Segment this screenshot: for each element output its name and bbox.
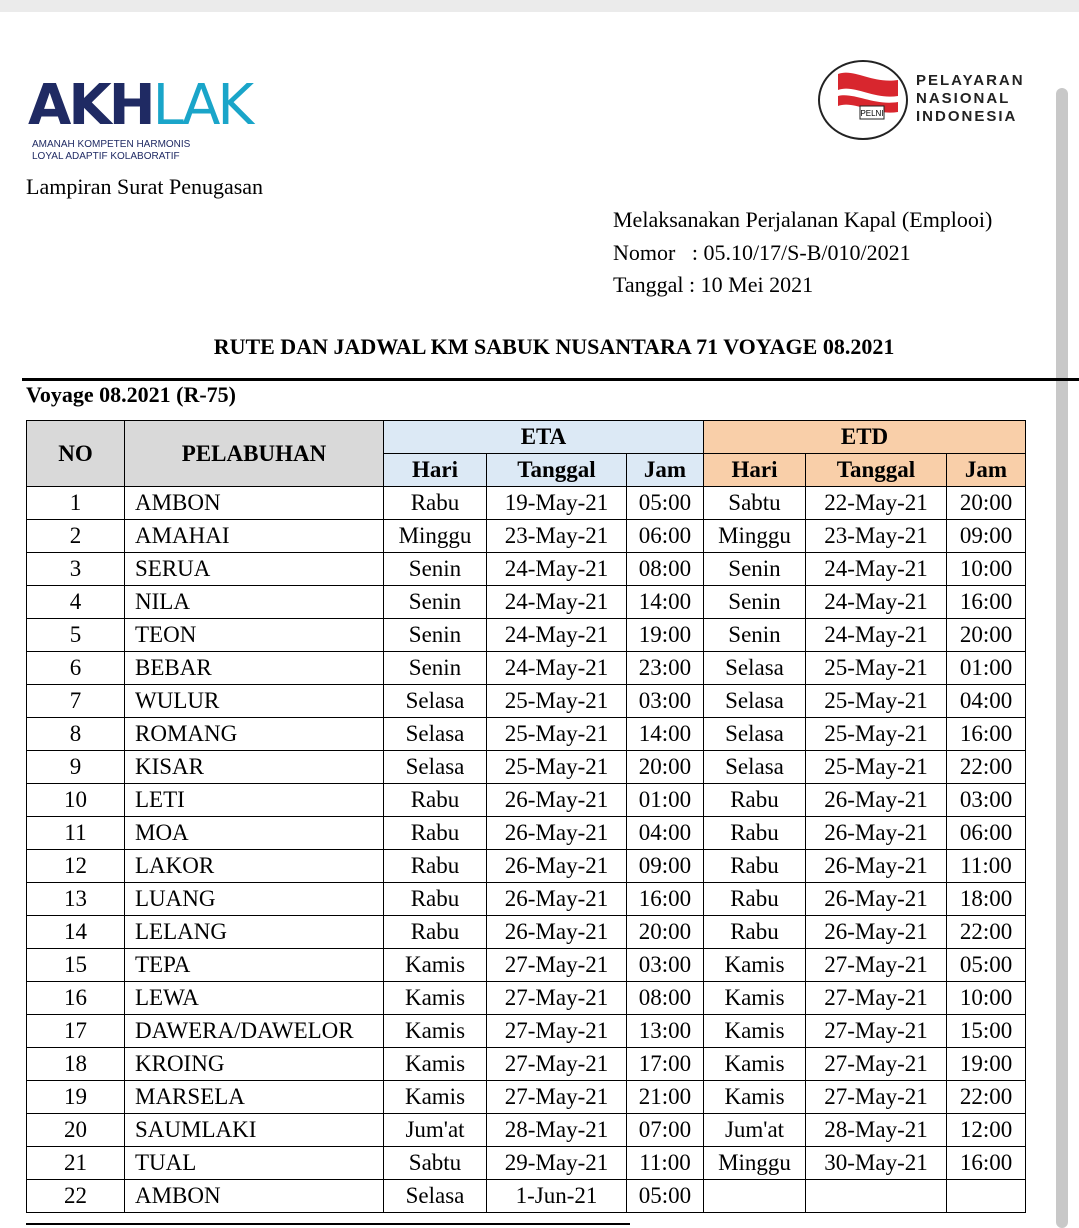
cell-eta-date: 23-May-21 bbox=[487, 520, 627, 553]
cell-eta-time: 23:00 bbox=[627, 652, 704, 685]
table-row bbox=[27, 619, 1026, 652]
table-row bbox=[27, 1048, 1026, 1081]
cell-eta-date: 29-May-21 bbox=[487, 1147, 627, 1180]
cell-eta-date: 1-Jun-21 bbox=[487, 1180, 627, 1213]
cell-etd-day: Rabu bbox=[704, 850, 806, 883]
table-row bbox=[27, 784, 1026, 817]
meta-date: Tanggal : 10 Mei 2021 bbox=[613, 272, 814, 297]
cell-eta-time: 14:00 bbox=[627, 586, 704, 619]
cell-eta-day: Jum'at bbox=[384, 1114, 487, 1147]
cell-etd-date: 30-May-21 bbox=[806, 1147, 947, 1180]
cell-port: MARSELA bbox=[125, 1081, 384, 1114]
cell-port: ROMANG bbox=[125, 718, 384, 751]
table-row bbox=[27, 751, 1026, 784]
cell-etd-day: Rabu bbox=[704, 916, 806, 949]
akhlak-logo: AKHLAK bbox=[28, 73, 252, 138]
cell-etd-time: 10:00 bbox=[947, 982, 1026, 1015]
cell-etd-time: 04:00 bbox=[947, 685, 1026, 718]
cell-port: TUAL bbox=[125, 1147, 384, 1180]
cell-eta-time: 05:00 bbox=[627, 1180, 704, 1213]
cell-etd-date bbox=[806, 1180, 947, 1213]
cell-eta-time: 07:00 bbox=[627, 1114, 704, 1147]
cell-eta-day: Rabu bbox=[384, 817, 487, 850]
table-row bbox=[27, 949, 1026, 982]
cell-eta-date: 25-May-21 bbox=[487, 751, 627, 784]
header-eta-day: Hari bbox=[384, 454, 487, 487]
cell-port: LUANG bbox=[125, 883, 384, 916]
cell-eta-time: 17:00 bbox=[627, 1048, 704, 1081]
cell-etd-day: Selasa bbox=[704, 685, 806, 718]
cell-etd-time: 22:00 bbox=[947, 916, 1026, 949]
cell-no: 22 bbox=[27, 1180, 125, 1213]
cell-eta-day: Rabu bbox=[384, 916, 487, 949]
cell-eta-day: Senin bbox=[384, 619, 487, 652]
cell-eta-time: 03:00 bbox=[627, 949, 704, 982]
cell-etd-time: 15:00 bbox=[947, 1015, 1026, 1048]
cell-etd-date: 27-May-21 bbox=[806, 949, 947, 982]
cell-eta-date: 27-May-21 bbox=[487, 1048, 627, 1081]
cell-no: 7 bbox=[27, 685, 125, 718]
header-etd-day: Hari bbox=[704, 454, 806, 487]
table-row bbox=[27, 520, 1026, 553]
cell-etd-day: Rabu bbox=[704, 817, 806, 850]
cell-etd-day: Rabu bbox=[704, 883, 806, 916]
header-no: NO bbox=[27, 421, 125, 487]
cell-eta-day: Rabu bbox=[384, 487, 487, 520]
cell-eta-time: 14:00 bbox=[627, 718, 704, 751]
cell-port: SAUMLAKI bbox=[125, 1114, 384, 1147]
cell-no: 14 bbox=[27, 916, 125, 949]
cell-no: 17 bbox=[27, 1015, 125, 1048]
cell-etd-time: 09:00 bbox=[947, 520, 1026, 553]
cell-eta-date: 27-May-21 bbox=[487, 1015, 627, 1048]
cell-no: 20 bbox=[27, 1114, 125, 1147]
cell-etd-date: 23-May-21 bbox=[806, 520, 947, 553]
cell-etd-date: 27-May-21 bbox=[806, 982, 947, 1015]
cell-eta-time: 21:00 bbox=[627, 1081, 704, 1114]
cell-etd-day: Selasa bbox=[704, 652, 806, 685]
cell-eta-time: 13:00 bbox=[627, 1015, 704, 1048]
cell-eta-date: 26-May-21 bbox=[487, 817, 627, 850]
cell-etd-date: 25-May-21 bbox=[806, 718, 947, 751]
cell-eta-date: 26-May-21 bbox=[487, 784, 627, 817]
scrollbar[interactable] bbox=[1056, 88, 1068, 1228]
header-etd: ETD bbox=[704, 421, 1026, 454]
cell-etd-day: Senin bbox=[704, 586, 806, 619]
cell-etd-day: Senin bbox=[704, 619, 806, 652]
table-row bbox=[27, 487, 1026, 520]
cell-eta-date: 25-May-21 bbox=[487, 685, 627, 718]
cell-port: LAKOR bbox=[125, 850, 384, 883]
cell-eta-day: Rabu bbox=[384, 784, 487, 817]
cell-etd-day: Selasa bbox=[704, 751, 806, 784]
table-row bbox=[27, 1081, 1026, 1114]
cell-port: TEON bbox=[125, 619, 384, 652]
cell-no: 3 bbox=[27, 553, 125, 586]
divider bbox=[22, 378, 1079, 381]
cell-eta-date: 28-May-21 bbox=[487, 1114, 627, 1147]
cell-eta-day: Senin bbox=[384, 652, 487, 685]
cell-eta-time: 20:00 bbox=[627, 751, 704, 784]
cell-eta-date: 24-May-21 bbox=[487, 652, 627, 685]
cell-etd-date: 27-May-21 bbox=[806, 1015, 947, 1048]
cell-no: 1 bbox=[27, 487, 125, 520]
table-row bbox=[27, 685, 1026, 718]
cell-eta-day: Rabu bbox=[384, 883, 487, 916]
cell-etd-date: 22-May-21 bbox=[806, 487, 947, 520]
cell-etd-time: 20:00 bbox=[947, 619, 1026, 652]
cell-eta-day: Minggu bbox=[384, 520, 487, 553]
cell-etd-date: 26-May-21 bbox=[806, 817, 947, 850]
cell-eta-day: Sabtu bbox=[384, 1147, 487, 1180]
cell-etd-time: 10:00 bbox=[947, 553, 1026, 586]
cell-eta-day: Selasa bbox=[384, 751, 487, 784]
cell-etd-time: 06:00 bbox=[947, 817, 1026, 850]
cell-eta-date: 27-May-21 bbox=[487, 982, 627, 1015]
page-title: RUTE DAN JADWAL KM SABUK NUSANTARA 71 VOYAGE 08.2021 bbox=[213, 334, 895, 359]
cell-port: LELANG bbox=[125, 916, 384, 949]
cell-eta-day: Selasa bbox=[384, 1180, 487, 1213]
schedule-table bbox=[26, 420, 1026, 1213]
table-row bbox=[27, 1147, 1026, 1180]
cell-eta-date: 27-May-21 bbox=[487, 1081, 627, 1114]
cell-eta-time: 20:00 bbox=[627, 916, 704, 949]
cell-etd-time: 19:00 bbox=[947, 1048, 1026, 1081]
table-row bbox=[27, 916, 1026, 949]
cell-eta-day: Kamis bbox=[384, 982, 487, 1015]
cell-eta-time: 06:00 bbox=[627, 520, 704, 553]
cell-etd-date: 27-May-21 bbox=[806, 1048, 947, 1081]
cell-etd-time: 11:00 bbox=[947, 850, 1026, 883]
cell-etd-day: Sabtu bbox=[704, 487, 806, 520]
cell-etd-time: 12:00 bbox=[947, 1114, 1026, 1147]
voyage-label: Voyage 08.2021 (R-75) bbox=[26, 382, 236, 407]
cell-etd-date: 27-May-21 bbox=[806, 1081, 947, 1114]
cell-eta-day: Kamis bbox=[384, 1015, 487, 1048]
table-row bbox=[27, 1015, 1026, 1048]
bottom-divider bbox=[26, 1223, 630, 1225]
header-etd-date: Tanggal bbox=[806, 454, 947, 487]
cell-etd-date: 26-May-21 bbox=[806, 850, 947, 883]
cell-no: 6 bbox=[27, 652, 125, 685]
cell-no: 5 bbox=[27, 619, 125, 652]
cell-port: AMBON bbox=[125, 1180, 384, 1213]
table-row bbox=[27, 718, 1026, 751]
cell-eta-day: Rabu bbox=[384, 850, 487, 883]
cell-eta-day: Senin bbox=[384, 553, 487, 586]
cell-no: 18 bbox=[27, 1048, 125, 1081]
attachment-label: Lampiran Surat Penugasan bbox=[26, 174, 264, 199]
cell-eta-date: 26-May-21 bbox=[487, 916, 627, 949]
cell-etd-date: 25-May-21 bbox=[806, 685, 947, 718]
cell-port: BEBAR bbox=[125, 652, 384, 685]
header-eta-date: Tanggal bbox=[487, 454, 627, 487]
cell-etd-time bbox=[947, 1180, 1026, 1213]
cell-no: 11 bbox=[27, 817, 125, 850]
cell-etd-day: Minggu bbox=[704, 1147, 806, 1180]
cell-etd-date: 25-May-21 bbox=[806, 751, 947, 784]
header-port: PELABUHAN bbox=[125, 421, 384, 487]
meta-purpose: Melaksanakan Perjalanan Kapal (Emplooi) bbox=[613, 207, 993, 232]
letter-meta bbox=[613, 204, 992, 302]
table-row bbox=[27, 850, 1026, 883]
cell-etd-date: 24-May-21 bbox=[806, 553, 947, 586]
cell-port: KROING bbox=[125, 1048, 384, 1081]
cell-etd-day: Kamis bbox=[704, 1048, 806, 1081]
header-eta: ETA bbox=[384, 421, 704, 454]
cell-etd-day: Minggu bbox=[704, 520, 806, 553]
table-row bbox=[27, 982, 1026, 1015]
cell-no: 21 bbox=[27, 1147, 125, 1180]
cell-port: DAWERA/DAWELOR bbox=[125, 1015, 384, 1048]
cell-eta-date: 25-May-21 bbox=[487, 718, 627, 751]
cell-eta-time: 01:00 bbox=[627, 784, 704, 817]
table-row bbox=[27, 1180, 1026, 1213]
cell-port: MOA bbox=[125, 817, 384, 850]
cell-etd-day: Kamis bbox=[704, 982, 806, 1015]
cell-eta-day: Kamis bbox=[384, 1081, 487, 1114]
table-row bbox=[27, 817, 1026, 850]
cell-eta-time: 19:00 bbox=[627, 619, 704, 652]
cell-no: 4 bbox=[27, 586, 125, 619]
cell-etd-date: 26-May-21 bbox=[806, 916, 947, 949]
cell-no: 9 bbox=[27, 751, 125, 784]
table-row bbox=[27, 883, 1026, 916]
cell-eta-time: 03:00 bbox=[627, 685, 704, 718]
cell-etd-time: 18:00 bbox=[947, 883, 1026, 916]
cell-etd-day: Rabu bbox=[704, 784, 806, 817]
cell-etd-time: 20:00 bbox=[947, 487, 1026, 520]
cell-etd-time: 16:00 bbox=[947, 718, 1026, 751]
cell-eta-day: Kamis bbox=[384, 949, 487, 982]
cell-eta-time: 09:00 bbox=[627, 850, 704, 883]
cell-etd-day: Kamis bbox=[704, 1081, 806, 1114]
cell-etd-day: Senin bbox=[704, 553, 806, 586]
cell-port: LETI bbox=[125, 784, 384, 817]
cell-port: AMBON bbox=[125, 487, 384, 520]
cell-etd-date: 26-May-21 bbox=[806, 784, 947, 817]
cell-no: 12 bbox=[27, 850, 125, 883]
pelni-badge-text: PELNI bbox=[860, 109, 884, 118]
cell-eta-time: 11:00 bbox=[627, 1147, 704, 1180]
cell-etd-time: 01:00 bbox=[947, 652, 1026, 685]
cell-no: 16 bbox=[27, 982, 125, 1015]
cell-eta-time: 16:00 bbox=[627, 883, 704, 916]
cell-eta-date: 27-May-21 bbox=[487, 949, 627, 982]
cell-no: 10 bbox=[27, 784, 125, 817]
cell-eta-day: Selasa bbox=[384, 718, 487, 751]
cell-eta-date: 26-May-21 bbox=[487, 850, 627, 883]
cell-port: LEWA bbox=[125, 982, 384, 1015]
meta-number: Nomor : 05.10/17/S-B/010/2021 bbox=[613, 239, 911, 265]
cell-eta-date: 26-May-21 bbox=[487, 883, 627, 916]
table-row bbox=[27, 553, 1026, 586]
cell-eta-day: Selasa bbox=[384, 685, 487, 718]
cell-no: 2 bbox=[27, 520, 125, 553]
cell-eta-day: Senin bbox=[384, 586, 487, 619]
cell-etd-day: Kamis bbox=[704, 949, 806, 982]
cell-eta-date: 24-May-21 bbox=[487, 553, 627, 586]
cell-etd-time: 22:00 bbox=[947, 1081, 1026, 1114]
cell-etd-day bbox=[704, 1180, 806, 1213]
cell-etd-time: 22:00 bbox=[947, 751, 1026, 784]
cell-eta-time: 05:00 bbox=[627, 487, 704, 520]
cell-eta-date: 19-May-21 bbox=[487, 487, 627, 520]
cell-etd-day: Kamis bbox=[704, 1015, 806, 1048]
header-eta-time: Jam bbox=[627, 454, 704, 487]
akhlak-tagline: AMANAH KOMPETEN HARMONIS LOYAL ADAPTIF KOLABORATIF bbox=[32, 139, 191, 162]
cell-port: NILA bbox=[125, 586, 384, 619]
cell-no: 8 bbox=[27, 718, 125, 751]
cell-etd-date: 24-May-21 bbox=[806, 586, 947, 619]
cell-no: 19 bbox=[27, 1081, 125, 1114]
pelni-name: PELAYARAN NASIONAL INDONESIA bbox=[916, 72, 1025, 125]
cell-etd-time: 16:00 bbox=[947, 1147, 1026, 1180]
cell-eta-date: 24-May-21 bbox=[487, 619, 627, 652]
cell-etd-time: 05:00 bbox=[947, 949, 1026, 982]
cell-etd-time: 03:00 bbox=[947, 784, 1026, 817]
top-bar bbox=[0, 0, 1079, 12]
cell-eta-date: 24-May-21 bbox=[487, 586, 627, 619]
pelni-logo-icon bbox=[818, 60, 908, 140]
table-row bbox=[27, 586, 1026, 619]
cell-etd-day: Selasa bbox=[704, 718, 806, 751]
cell-etd-date: 24-May-21 bbox=[806, 619, 947, 652]
cell-eta-day: Kamis bbox=[384, 1048, 487, 1081]
cell-port: WULUR bbox=[125, 685, 384, 718]
cell-port: AMAHAI bbox=[125, 520, 384, 553]
cell-eta-time: 08:00 bbox=[627, 982, 704, 1015]
cell-port: KISAR bbox=[125, 751, 384, 784]
cell-no: 15 bbox=[27, 949, 125, 982]
cell-etd-day: Jum'at bbox=[704, 1114, 806, 1147]
cell-port: SERUA bbox=[125, 553, 384, 586]
cell-etd-date: 28-May-21 bbox=[806, 1114, 947, 1147]
cell-etd-date: 26-May-21 bbox=[806, 883, 947, 916]
cell-etd-time: 16:00 bbox=[947, 586, 1026, 619]
cell-port: TEPA bbox=[125, 949, 384, 982]
cell-eta-time: 08:00 bbox=[627, 553, 704, 586]
table-row bbox=[27, 1114, 1026, 1147]
cell-eta-time: 04:00 bbox=[627, 817, 704, 850]
cell-no: 13 bbox=[27, 883, 125, 916]
header-etd-time: Jam bbox=[947, 454, 1026, 487]
table-row bbox=[27, 652, 1026, 685]
cell-etd-date: 25-May-21 bbox=[806, 652, 947, 685]
